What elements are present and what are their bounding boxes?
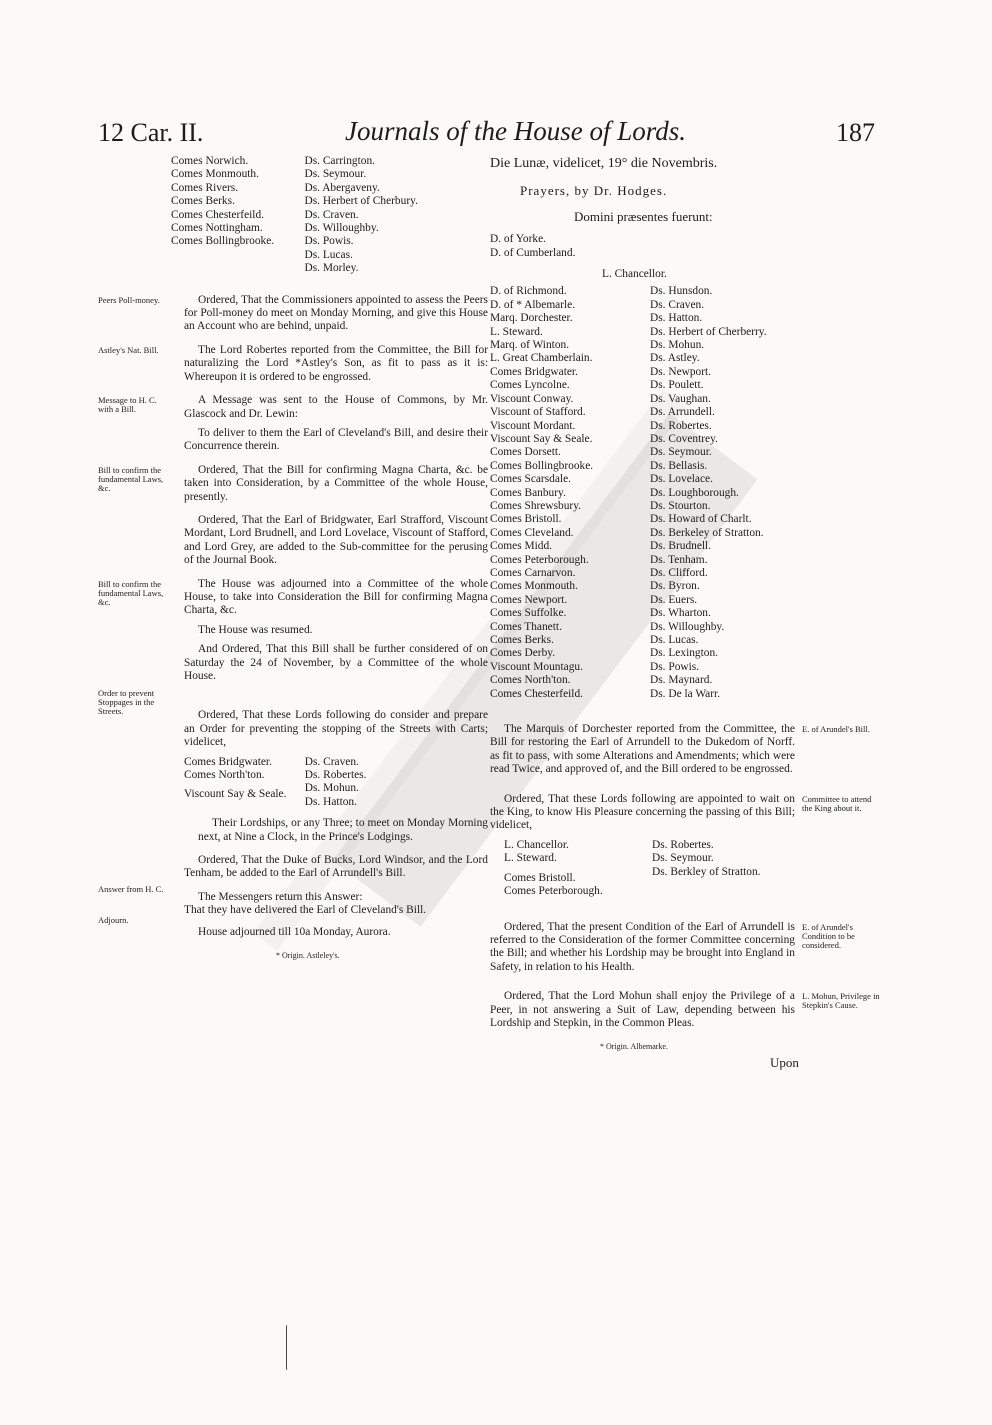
paragraph: That they have delivered the Earl of Cleveland's Bill. (184, 904, 427, 917)
list-item: D. of Richmond. (490, 285, 567, 298)
list-item: L. Great Chamberlain. (490, 352, 593, 365)
list-item: Ds. Willoughby. (650, 620, 725, 633)
list-item: Comes Bridgwater. (490, 365, 578, 378)
list-item: D. of Yorke. (490, 233, 547, 246)
list-item: Ds. Poulett. (650, 379, 704, 392)
catchword: Upon (770, 1054, 799, 1070)
margin-note: Bill to confirm the fundamental Laws, &c. (98, 578, 164, 607)
list-item: Viscount Say & Seale. (184, 788, 287, 801)
list-item: Ds. Coventrey. (650, 432, 718, 445)
list-item: Ds. De la Warr. (650, 687, 721, 700)
list-item: Comes Midd. (490, 540, 553, 553)
list-item: L. Chancellor. (504, 838, 569, 851)
list-item: Comes Suffolke. (490, 607, 567, 620)
margin-note: Astley's Nat. Bill. (98, 344, 159, 355)
list-item: Ds. Newport. (650, 365, 712, 378)
list-item: Ds. Morley. (304, 262, 359, 275)
list-item: Comes Newport. (490, 593, 568, 606)
list-item: Comes Carnarvon. (490, 566, 576, 579)
list-item: Ds. Maynard. (650, 674, 713, 687)
paragraph: Ordered, That the present Condition of the Earl of Arrundell is referred to the Consideration of the former Committee concerning the Bill; and whether his Lordship may be brought into England in Safety, in relation to his Health. (490, 920, 795, 973)
list-item: Ds. Arrundell. (650, 406, 715, 419)
list-item: L. Steward. (490, 325, 543, 338)
paragraph: Ordered, That the Earl of Bridgwater, Earl Strafford, Viscount Mordant, Lord Brudnell, and Lord Lovelace, Viscount of Stafford, and Lord Grey, are added to the Sub-committee for the perusing of the Journal Book. (184, 513, 488, 567)
left-column (98, 155, 488, 963)
list-item: Comes North'ton. (490, 674, 571, 687)
list-item: Comes Dorsett. (490, 446, 561, 459)
page-number: 187 (836, 118, 875, 147)
paragraph: Ordered, That the Lord Mohun shall enjoy the Privilege of a Peer, in not answering a Suit of Law, depending between his Lordship and Stepkin, in the Common Pleas. (490, 990, 795, 1029)
paragraph: And Ordered, That this Bill shall be further considered of on Saturday the 24 of November, by a Committee of the whole House. (184, 643, 488, 682)
list-item: Marq. Dorchester. (490, 312, 573, 325)
list-item: Viscount of Stafford. (490, 406, 586, 419)
list-item: Comes Bridgwater. (184, 755, 272, 768)
list-item: Comes Chesterfeild. (171, 208, 265, 221)
paragraph: Their Lordships, or any Three; to meet on Monday Morning next, at Nine a Clock, in the Prince's Lodgings. (198, 817, 488, 843)
list-item: Ds. Seymour. (304, 168, 367, 181)
king-committee-list (504, 839, 880, 899)
list-item: Ds. Bellasis. (650, 459, 708, 472)
paragraph: To deliver to them the Earl of Cleveland's Bill, and desire their Concurrence therein. (184, 426, 488, 453)
list-item: Comes North'ton. (184, 769, 265, 782)
street-committee-list (184, 756, 488, 810)
list-item: Ds. Craven. (304, 208, 359, 221)
list-item: Ds. Lexington. (650, 647, 719, 660)
margin-note: L. Mohun, Privilege in Stepkin's Cause. (802, 991, 880, 1011)
list-item: Ds. Hunsdon. (650, 285, 713, 298)
list-item: Ds. Robertes. (652, 838, 714, 851)
lords-present-list (490, 285, 880, 701)
list-item: Ds. Hatton. (304, 795, 357, 808)
list-item: L. Steward. (504, 852, 557, 865)
footnote: * Origin. Astleley's. (276, 951, 340, 961)
list-item: Ds. Euers. (650, 593, 698, 606)
list-item: Comes Scarsdale. (490, 473, 571, 486)
list-item: Comes Berks. (490, 634, 554, 646)
margin-note: Message to H. C. with a Bill. (98, 395, 157, 415)
paragraph: The Lord Robertes reported from the Committee, the Bill for naturalizing the Lord *Astley's Son, as fit to pass as it is: Whereupon it is ordered to be engrossed. (184, 343, 488, 383)
list-item: Comes Peterborough. (490, 553, 589, 566)
list-item: Ds. Craven. (650, 298, 705, 311)
right-column (490, 155, 880, 1069)
list-item: Comes Rivers. (171, 181, 239, 194)
list-item: Ds. Seymour. (652, 852, 714, 865)
list-item: Comes Shrewsbury. (490, 499, 582, 512)
list-item: Ds. Powis. (650, 660, 700, 673)
list-item: Ds. Howard of Charlt. (650, 513, 752, 526)
margin-note: Order to prevent Stoppages in the Streets. (98, 688, 155, 717)
list-item: Comes Monmouth. (171, 168, 259, 181)
list-item: D. of * Albemarle. (490, 298, 576, 311)
paragraph: Ordered, That the Bill for confirming Magna Charta, &c. be taken into Consideration, by a Committee of the whole House, presently. (184, 463, 488, 503)
list-item: D. of Cumberland. (490, 246, 576, 259)
list-item: Comes Peterborough. (504, 885, 603, 898)
list-item: Ds. Berkeley of Stratton. (650, 526, 764, 539)
list-item: Comes Nottingham. (171, 222, 263, 235)
paragraph: The House was adjourned into a Committee of the whole House, to take into Consideration the Bill for confirming Magna Charta, &c. (184, 577, 488, 617)
list-item: Viscount Conway. (490, 392, 574, 405)
list-item: Ds. Clifford. (650, 566, 708, 579)
list-item: Ds. Seymour. (650, 446, 712, 459)
paragraph: The House was resumed. (198, 623, 313, 636)
list-item: Ds. Lovelace. (650, 473, 713, 486)
list-item: Ds. Tenham. (650, 553, 708, 566)
footnote: * Origin. Albemarke. (600, 1042, 668, 1052)
list-item: Comes Bollingbrooke. (171, 235, 275, 248)
list-item: Ds. Wharton. (650, 607, 711, 620)
prayers-heading: Prayers, by Dr. Hodges. (520, 183, 668, 199)
margin-note: Committee to attend the King about it. (802, 793, 872, 813)
list-item: Ds. Carrington. (304, 155, 376, 167)
page-title: Journals of the House of Lords. (345, 116, 687, 146)
list-item: Comes Bristoll. (504, 871, 576, 884)
paragraph: The Marquis of Dorchester reported from the Committee, the Bill for restoring the Earl of Arrundell to the Dukedom of Norff. as fit to pass, with some Alterations and Amendments; which were read Twice, and approved of, and the Bill ordered to be engrossed. (490, 723, 795, 776)
list-item: Ds. Herbert of Cherberry. (650, 325, 767, 338)
scan-mark (286, 1325, 289, 1370)
paragraph: Ordered, That the Duke of Bucks, Lord Windsor, and the Lord Tenham, be added to the Earl of Arrundell's Bill. (184, 854, 488, 880)
list-item: Viscount Mountagu. (490, 660, 583, 673)
list-item: Comes Berks. (171, 195, 235, 208)
list-item: Ds. Byron. (650, 580, 700, 593)
margin-note: Adjourn. (98, 914, 129, 925)
list-item: Ds. Willoughby. (304, 222, 379, 235)
paragraph: Ordered, That the Commissioners appointed to assess the Peers for Poll-money do meet on Monday Morning, and give this House an Account who are behind, unpaid. (184, 293, 488, 333)
list-item: Viscount Mordant. (490, 419, 576, 432)
list-item: Ds. Robertes. (650, 419, 712, 432)
list-item: Ds. Herbert of Cherbury. (304, 195, 418, 208)
list-item: Ds. Loughborough. (650, 486, 739, 499)
list-item: Marq. of Winton. (490, 339, 570, 352)
list-item: Comes Thanett. (490, 620, 562, 633)
margin-note: Bill to confirm the fundamental Laws, &c. (98, 464, 164, 493)
list-item: Ds. Craven. (304, 755, 359, 768)
list-item: Ds. Robertes. (304, 769, 367, 782)
list-item: Comes Banbury. (490, 486, 566, 499)
header-left: 12 Car. II. (98, 118, 204, 147)
list-item: Comes Chesterfeild. (490, 687, 584, 700)
list-item: Ds. Berkley of Stratton. (652, 865, 761, 878)
list-item: Comes Cleveland. (490, 526, 574, 539)
chancellor-heading: L. Chancellor. (602, 268, 667, 281)
margin-note: E. of Arundel's Condition to be considered. (802, 921, 855, 950)
list-item: Ds. Powis. (304, 235, 354, 248)
list-item: Ds. Mohun. (650, 339, 705, 352)
list-item: Comes Lyncolne. (490, 379, 570, 392)
domini-heading: Domini præsentes fuerunt: (574, 208, 713, 224)
list-item: Comes Monmouth. (490, 580, 578, 593)
list-item: Ds. Mohun. (304, 782, 359, 795)
list-item: Ds. Abergaveny. (304, 181, 380, 194)
list-item: Ds. Stourton. (650, 499, 711, 512)
list-item: Ds. Brudnell. (650, 540, 712, 553)
list-item: Comes Norwich. (171, 155, 249, 167)
list-item: Ds. Lucas. (304, 248, 353, 261)
list-item: Ds. Astley. (650, 352, 700, 365)
margin-note: Peers Poll-money. (98, 294, 160, 305)
list-item: Ds. Lucas. (650, 634, 699, 646)
session-heading: Die Lunæ, videlicet, 19° die Novembris. (490, 156, 718, 171)
margin-note: Answer from H. C. (98, 883, 164, 894)
lords-list-top (171, 155, 488, 276)
paragraph: The Messengers return this Answer: (198, 890, 363, 903)
paragraph: A Message was sent to the House of Commons, by Mr. Glascock and Dr. Lewin: (184, 394, 488, 420)
list-item: Ds. Hatton. (650, 312, 703, 325)
paragraph: House adjourned till 10a Monday, Aurora. (198, 925, 391, 938)
paragraph: Ordered, That these Lords following are appointed to wait on the King, to know His Pleasure concerning the passing of this Bill; videlicet, (490, 792, 795, 832)
list-item: Comes Bristoll. (490, 513, 562, 526)
paragraph: Ordered, That these Lords following do consider and prepare an Order for preventing the stopping of the Streets with Carts; videlicet, (184, 709, 488, 749)
list-item: Ds. Vaughan. (650, 392, 711, 405)
list-item: Viscount Say & Seale. (490, 432, 593, 445)
list-item: Comes Bollingbrooke. (490, 459, 594, 472)
list-item: Comes Derby. (490, 647, 556, 660)
margin-note: E. of Arundel's Bill. (802, 724, 870, 735)
